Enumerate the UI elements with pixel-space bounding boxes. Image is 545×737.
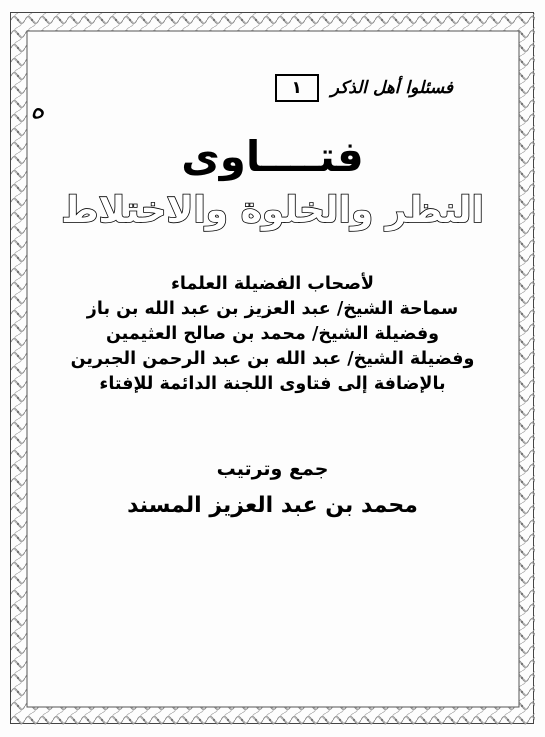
stray-ink-mark: ە (30, 92, 45, 125)
series-header (275, 74, 453, 102)
main-title: فتــــاوى (181, 132, 364, 181)
series-title: فسئلوا أهل الذكر (330, 78, 453, 98)
credit-line: وفضيلة الشيخ/ عبد الله بن عبد الرحمن الجبرين (70, 349, 475, 369)
author-name: محمد بن عبد العزيز المسند (127, 493, 418, 518)
credit-line: بالإضافة إلى فتاوى اللجنة الدائمة للإفتاء (99, 374, 446, 394)
compiled-by-label: جمع وترتيب (216, 458, 329, 480)
series-number-box: ١ (275, 74, 319, 102)
credit-line: سماحة الشيخ/ عبد العزيز بن عبد الله بن باز (86, 299, 459, 319)
credit-line: لأصحاب الفضيلة العلماء (170, 274, 375, 294)
subtitle-outlined: النظر والخلوة والاختلاط (61, 190, 484, 231)
scholars-credits (40, 272, 505, 397)
credit-line: وفضيلة الشيخ/ محمد بن صالح العثيمين (105, 324, 440, 344)
